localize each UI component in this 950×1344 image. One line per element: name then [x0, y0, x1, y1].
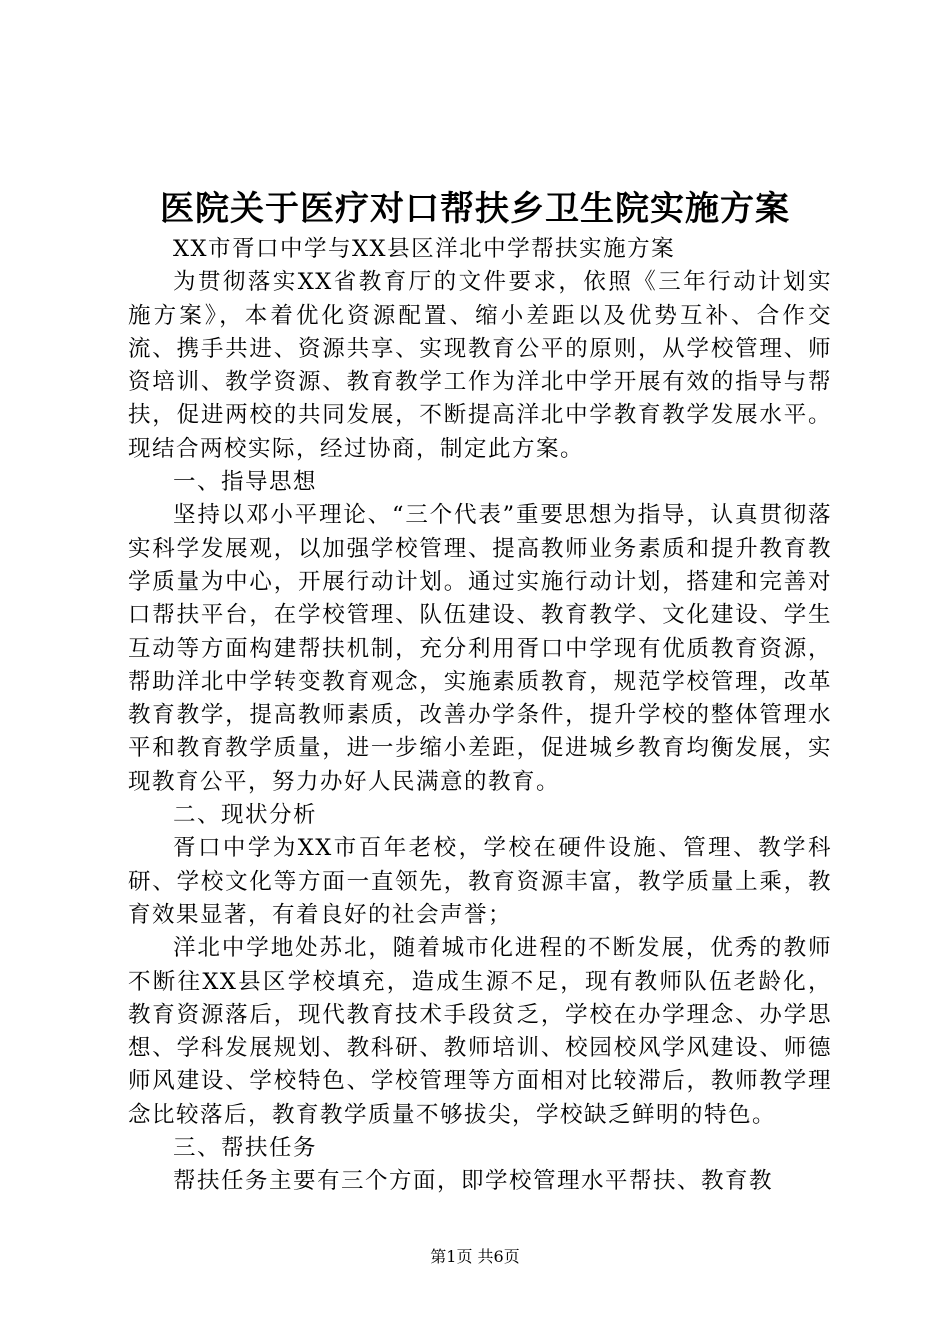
section-heading-tasks: 三、帮扶任务 [173, 1135, 318, 1162]
guiding-ideology-paragraph: 坚持以邓小平理论、“三个代表”重要思想为指导，认真贯彻落实科学发展观，以加强学校管理、提高教师业务素质和提升教育教学质量为中心，开展行动计划。通过实施行动计划，搭建和完善对口帮扶平台，在学校管理、队伍建设、教育教学、文化建设、学生互动等方面构建帮扶机制，充分利用胥口中学现有优质教育资源，帮助洋北中学转变教育观念，实施素质教育，规范学校管理，改革教育教学，提高教师素质，改善办学条件，提升学校的整体管理水平和教育教学质量，进一步缩小差距，促进城乡教育均衡发展，实现教育公平，努力办好人民满意的教育。 [128, 502, 832, 795]
intro-paragraph: 为贯彻落实XX省教育厅的文件要求，依照《三年行动计划实施方案》，本着优化资源配置、缩小差距以及优势互补、合作交流、携手共进、资源共享、实现教育公平的原则，从学校管理、师资培训、教学资源、教育教学工作为洋北中学开展有效的指导与帮扶，促进两校的共同发展，不断提高洋北中学教育教学发展水平。现结合两校实际，经过协商，制定此方案。 [128, 269, 832, 462]
document-body [128, 233, 832, 1199]
status-paragraph-xukou: 胥口中学为XX市百年老校，学校在硬件设施、管理、教学科研、学校文化等方面一直领先，教育资源丰富，教学质量上乘，教育效果显著，有着良好的社会声誉； [128, 835, 832, 928]
page-number: 第1页 [430, 1247, 473, 1266]
document-title: 医院关于医疗对口帮扶乡卫生院实施方案 [160, 189, 790, 229]
section-heading-status-analysis: 二、现状分析 [173, 802, 318, 829]
section-heading-guiding-ideology: 一、指导思想 [173, 469, 318, 496]
subtitle-paragraph: XX市胥口中学与XX县区洋北中学帮扶实施方案 [173, 236, 676, 262]
tasks-paragraph: 帮扶任务主要有三个方面，即学校管理水平帮扶、教育教 [173, 1168, 774, 1195]
page-footer [0, 1246, 950, 1268]
status-paragraph-yangbei: 洋北中学地处苏北，随着城市化进程的不断发展，优秀的教师不断往XX县区学校填充，造成生源不足，现有教师队伍老龄化，教育资源落后，现代教育技术手段贫乏，学校在办学理念、办学思想、学科发展规划、教科研、教师培训、校园校风学风建设、师德师风建设、学校特色、学校管理等方面相对比较滞后，教师教学理念比较落后，教育教学质量不够拔尖，学校缺乏鲜明的特色。 [128, 935, 832, 1128]
page-total: 共6页 [477, 1247, 520, 1266]
